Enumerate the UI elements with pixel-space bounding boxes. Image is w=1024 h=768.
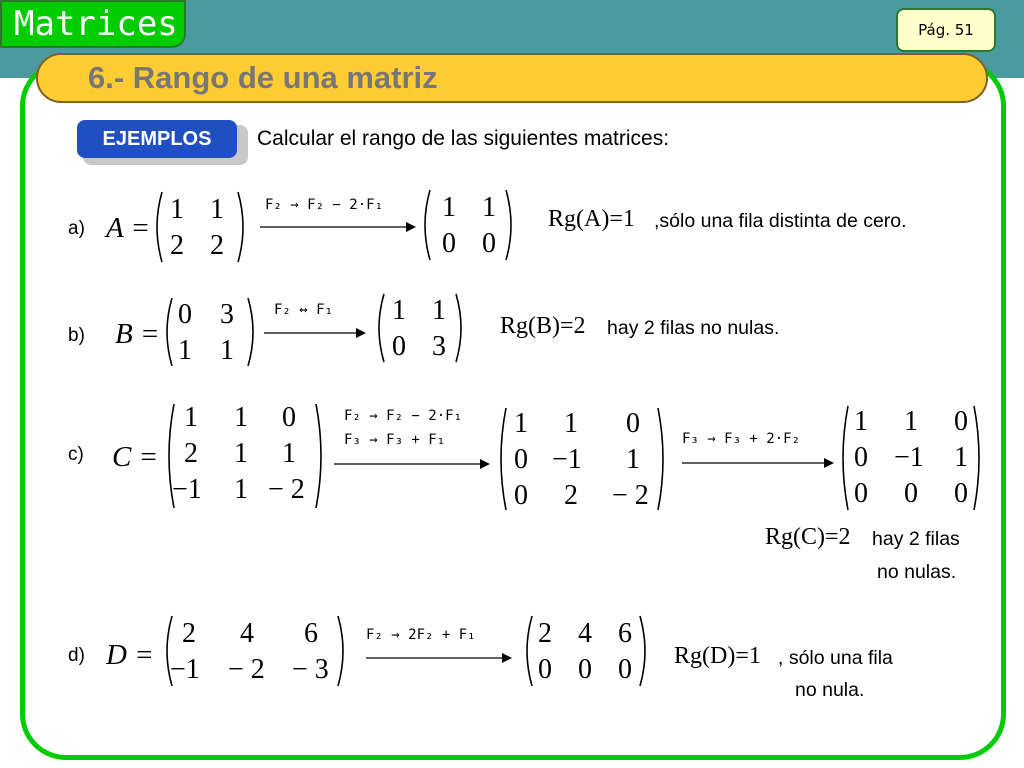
note-c2: no nulas.	[877, 561, 957, 583]
matrix-name-d: D =	[106, 639, 154, 671]
matrix-b: 0 3 1 1	[178, 299, 234, 366]
matrix-c: 1 1 0 2 1 1 −1 1 − 2	[172, 402, 305, 505]
operation-d: F₂ → 2F₂ + F₁	[366, 627, 476, 643]
operation-c2: F₃ → F₃ + F₁	[344, 432, 446, 448]
label-b: b)	[68, 325, 85, 346]
note-d2: no nula.	[795, 679, 865, 701]
arrow-d	[364, 651, 514, 665]
matrix-name-b: B =	[115, 318, 160, 350]
result-b: 1 1 0 3	[392, 295, 446, 362]
result-c: 1 1 0 0 −1 1 0 0 0	[854, 406, 968, 509]
arrow-b	[262, 326, 368, 340]
matrix-a: 1 1 2 2	[170, 194, 224, 261]
label-a: a)	[68, 218, 85, 239]
app-title: Matrices	[0, 0, 186, 48]
operation-c3: F₃ → F₃ + 2·F₂	[682, 431, 801, 447]
section-title: 6.- Rango de una matriz	[88, 60, 438, 95]
result-d: 2 4 6 0 0 0	[538, 618, 632, 685]
note-b: hay 2 filas no nulas.	[607, 317, 780, 339]
matrix-name-c: C =	[112, 441, 159, 473]
note-c1: hay 2 filas	[872, 528, 960, 550]
arrow-a	[258, 220, 418, 234]
rank-d: Rg(D)=1	[674, 643, 761, 669]
label-c: c)	[68, 444, 84, 465]
operation-a: F₂ → F₂ − 2·F₁	[265, 197, 384, 213]
arrow-c2	[680, 456, 836, 470]
step-c: 1 1 0 0 −1 1 0 2 − 2	[514, 408, 649, 511]
arrow-c1	[332, 457, 492, 471]
result-a: 1 1 0 0	[442, 192, 496, 259]
matrix-name-a: A =	[106, 212, 151, 244]
operation-b: F₂ ↔ F₁	[274, 302, 334, 318]
page-number: Pág. 51	[896, 8, 996, 52]
rank-b: Rg(B)=2	[500, 313, 586, 339]
matrix-d: 2 4 6 −1 − 2 − 3	[170, 618, 329, 685]
label-d: d)	[68, 645, 85, 666]
rank-a: Rg(A)=1	[548, 206, 635, 232]
note-a: ,sólo una fila distinta de cero.	[654, 210, 907, 232]
note-d1: , sólo una fila	[778, 647, 893, 669]
intro-text: Calcular el rango de las siguientes matrices:	[257, 127, 670, 150]
examples-badge: EJEMPLOS	[77, 120, 237, 158]
operation-c1: F₂ → F₂ − 2·F₁	[344, 408, 463, 424]
rank-c: Rg(C)=2	[765, 524, 851, 550]
